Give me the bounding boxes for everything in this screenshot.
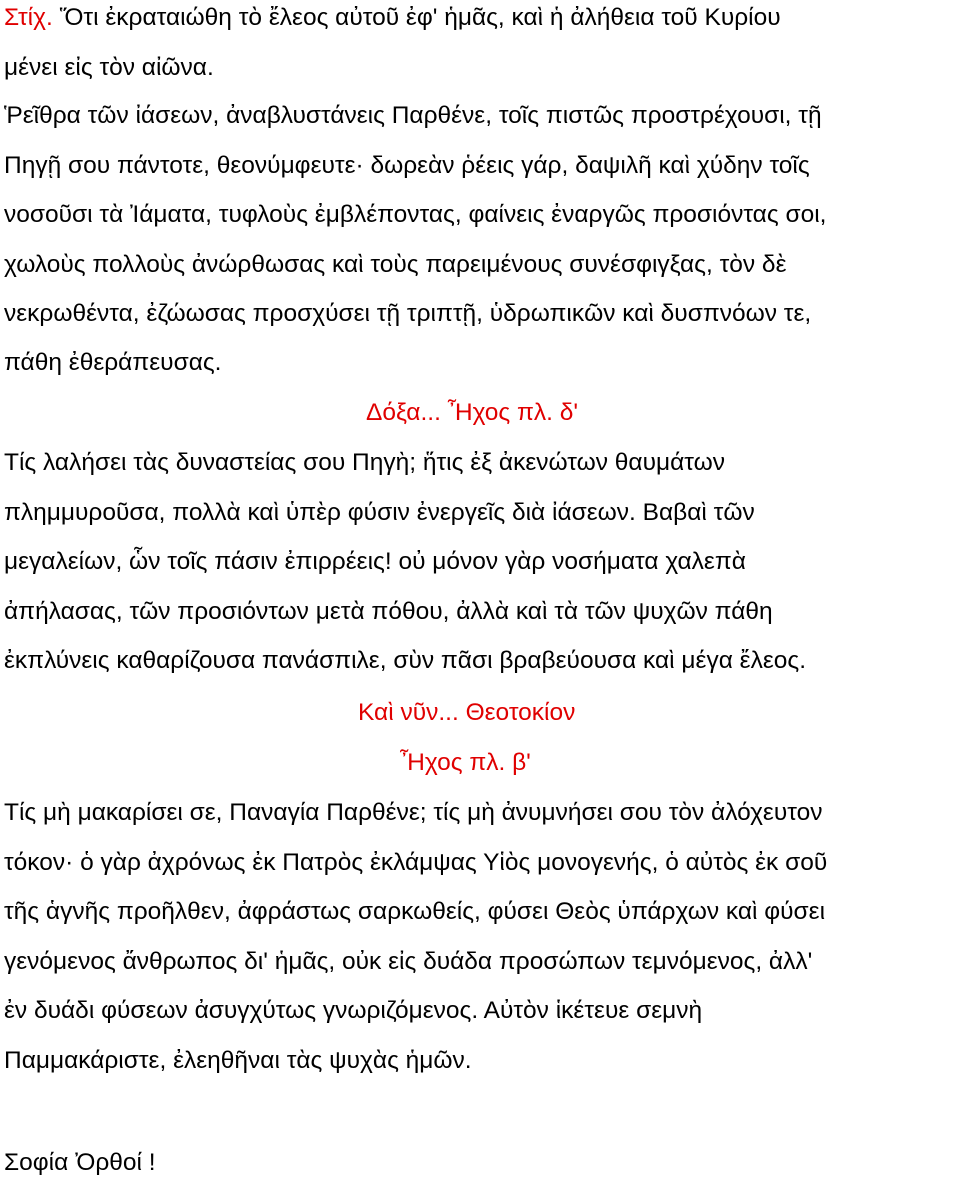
- rubric-kai-nyn: Καὶ νῦν... Θεοτοκίον: [358, 699, 576, 726]
- doxastikon-line: ἐκπλύνεις καθαρίζουσα πανάσπιλε, σὺν πᾶσι βραβεύουσα καὶ μέγα ἔλεος.: [4, 647, 807, 674]
- troparion-line: Πηγῇ σου πάντοτε, θεονύμφευτε· δωρεὰν ῥέεις γάρ, δαψιλῆ καὶ χύδην τοῖς: [4, 152, 810, 179]
- doxastikon-line: ἀπήλασας, τῶν προσιόντων μετὰ πόθου, ἀλλὰ καὶ τὰ τῶν ψυχῶν πάθη: [4, 598, 773, 625]
- closing-exclamation: Σοφία Ὀρθοί !: [4, 1149, 156, 1176]
- troparion-line: νοσοῦσι τὰ Ἰάματα, τυφλοὺς ἐμβλέποντας, φαίνεις ἐναργῶς προσιόντας σοι,: [4, 201, 827, 228]
- theotokion-line: γενόμενος ἄνθρωπος δι' ἡμᾶς, οὐκ εἰς δυάδα προσώπων τεμνόμενος, ἀλλ': [4, 948, 813, 975]
- troparion-line: χωλοὺς πολλοὺς ἀνώρθωσας καὶ τοὺς παρειμένους συνέσφιγξας, τὸν δὲ: [4, 251, 787, 278]
- troparion-line: νεκρωθέντα, ἐζώωσας προσχύσει τῇ τριπτῇ, ὑδρωπικῶν καὶ δυσπνόων τε,: [4, 300, 812, 327]
- rubric-echos: Ἦχος πλ. β': [400, 749, 531, 776]
- theotokion-line: Παμμακάριστε, ἐλεηθῆναι τὰς ψυχὰς ἡμῶν.: [4, 1047, 472, 1074]
- theotokion-line: ἐν δυάδι φύσεων ἀσυγχύτως γνωριζόμενος. Αὐτὸν ἱκέτευε σεμνὴ: [4, 997, 703, 1024]
- verse-label: Στίχ.: [4, 4, 53, 31]
- doxastikon-line: μεγαλείων, ὧν τοῖς πάσιν ἐπιρρέεις! οὐ μόνον γὰρ νοσήματα χαλεπὰ: [4, 548, 746, 575]
- verse-line-2: μένει εἰς τὸν αἰῶνα.: [4, 54, 214, 81]
- verse-text: Ὅτι ἐκραταιώθη τὸ ἔλεος αὐτοῦ ἐφ' ἡμᾶς, καὶ ἡ ἀλήθεια τοῦ Κυρίου: [52, 4, 781, 31]
- troparion-line: Ῥεῖθρα τῶν ἰάσεων, ἀναβλυστάνεις Παρθένε, τοῖς πιστῶς προστρέχουσι, τῇ: [4, 102, 822, 129]
- rubric-doxa: Δόξα... Ἦχος πλ. δ': [366, 399, 579, 426]
- theotokion-line: Τίς μὴ μακαρίσει σε, Παναγία Παρθένε; τίς μὴ ἀνυμνήσει σου τὸν ἀλόχευτον: [4, 799, 823, 826]
- doxastikon-line: πλημμυροῦσα, πολλὰ καὶ ὑπὲρ φύσιν ἐνεργεῖς διὰ ἰάσεων. Βαβαὶ τῶν: [4, 499, 755, 526]
- doxastikon-line: Τίς λαλήσει τὰς δυναστείας σου Πηγὴ; ἥτις ἐξ ἀκενώτων θαυμάτων: [4, 449, 725, 476]
- verse-line-1: [4, 3, 781, 33]
- theotokion-line: τῆς ἁγνῆς προῆλθεν, ἀφράστως σαρκωθείς, φύσει Θεὸς ὑπάρχων καὶ φύσει: [4, 898, 826, 925]
- troparion-line: πάθη ἐθεράπευσας.: [4, 349, 222, 376]
- theotokion-line: τόκον· ὁ γὰρ ἀχρόνως ἐκ Πατρὸς ἐκλάμψας Υἱὸς μονογενής, ὁ αὐτὸς ἐκ σοῦ: [4, 849, 828, 876]
